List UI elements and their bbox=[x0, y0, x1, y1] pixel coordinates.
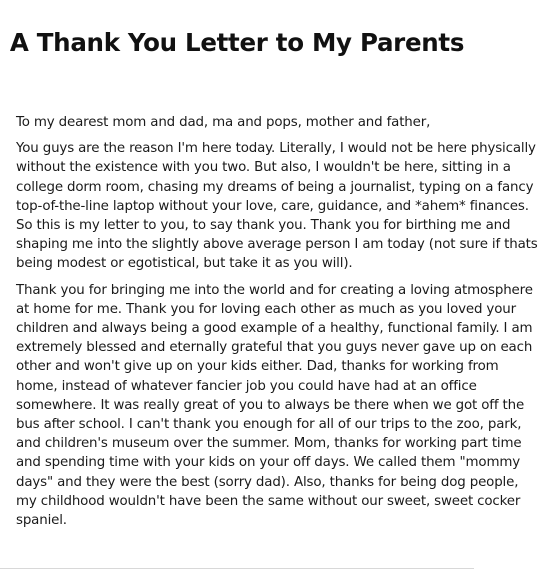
paragraph-2-line: days" and they were the best (sorry dad). Also, thanks for being dog people, bbox=[16, 474, 519, 490]
paragraph-2-line: other and won't give up on your kids either. Dad, thanks for working from bbox=[16, 359, 499, 375]
paragraph-2-line: spaniel. bbox=[16, 513, 67, 529]
paragraph-2-line: extremely blessed and eternally grateful that you guys never gave up on each bbox=[16, 340, 533, 356]
paragraph-2-line: at home for me. Thank you for loving each other as much as you loved your bbox=[16, 301, 516, 317]
paragraph-1-line: top-of-the-line laptop without your love, care, guidance, and *ahem* finances. bbox=[16, 198, 529, 214]
page-title: A Thank You Letter to My Parents bbox=[9, 28, 465, 57]
paragraph-2-line: children and always being a good example of a healthy, functional family. I am bbox=[16, 321, 533, 337]
letter-body bbox=[16, 113, 538, 530]
paragraph-2-line: and children's museum over the summer. Mom, thanks for working part time bbox=[16, 436, 522, 452]
paragraph-1-line: You guys are the reason I'm here today. Literally, I would not be here physically bbox=[16, 141, 536, 157]
paragraph-gap bbox=[16, 132, 466, 139]
paragraph-2-line: and spending time with your kids on your off days. We called them "mommy bbox=[16, 455, 521, 471]
paragraph-2-line: somewhere. It was really great of you to always be there when we got off the bbox=[16, 397, 525, 413]
paragraph-1-line: So this is my letter to you, to say thank you. Thank you for birthing me and bbox=[16, 218, 511, 234]
salutation: To my dearest mom and dad, ma and pops, mother and father, bbox=[16, 115, 431, 130]
paragraph-2-line: Thank you for bringing me into the world and for creating a loving atmosphere bbox=[16, 282, 533, 298]
paragraph-1-line: shaping me into the slightly above average person I am today (not sure if thats bbox=[16, 237, 538, 253]
page-bottom-rule bbox=[0, 568, 474, 569]
paragraph-2 bbox=[16, 281, 533, 531]
paragraph-1-line: without the existence with you two. But also, I wouldn't be here, sitting in a bbox=[16, 160, 511, 176]
paragraph-2-line: my childhood wouldn't have been the same without our sweet, sweet cocker bbox=[16, 493, 521, 509]
paragraph-1 bbox=[16, 139, 538, 273]
paragraph-1-line: being modest or egotistical, but take it as you will). bbox=[16, 256, 353, 272]
paragraph-1-line: college dorm room, chasing my dreams of being a journalist, typing on a fancy bbox=[16, 179, 534, 195]
paragraph-2-line: bus after school. I can't thank you enough for all of our trips to the zoo, park, bbox=[16, 417, 522, 433]
paragraph-2-line: home, instead of whatever fancier job you could have had at an office bbox=[16, 378, 477, 394]
paragraph-gap bbox=[16, 274, 466, 281]
